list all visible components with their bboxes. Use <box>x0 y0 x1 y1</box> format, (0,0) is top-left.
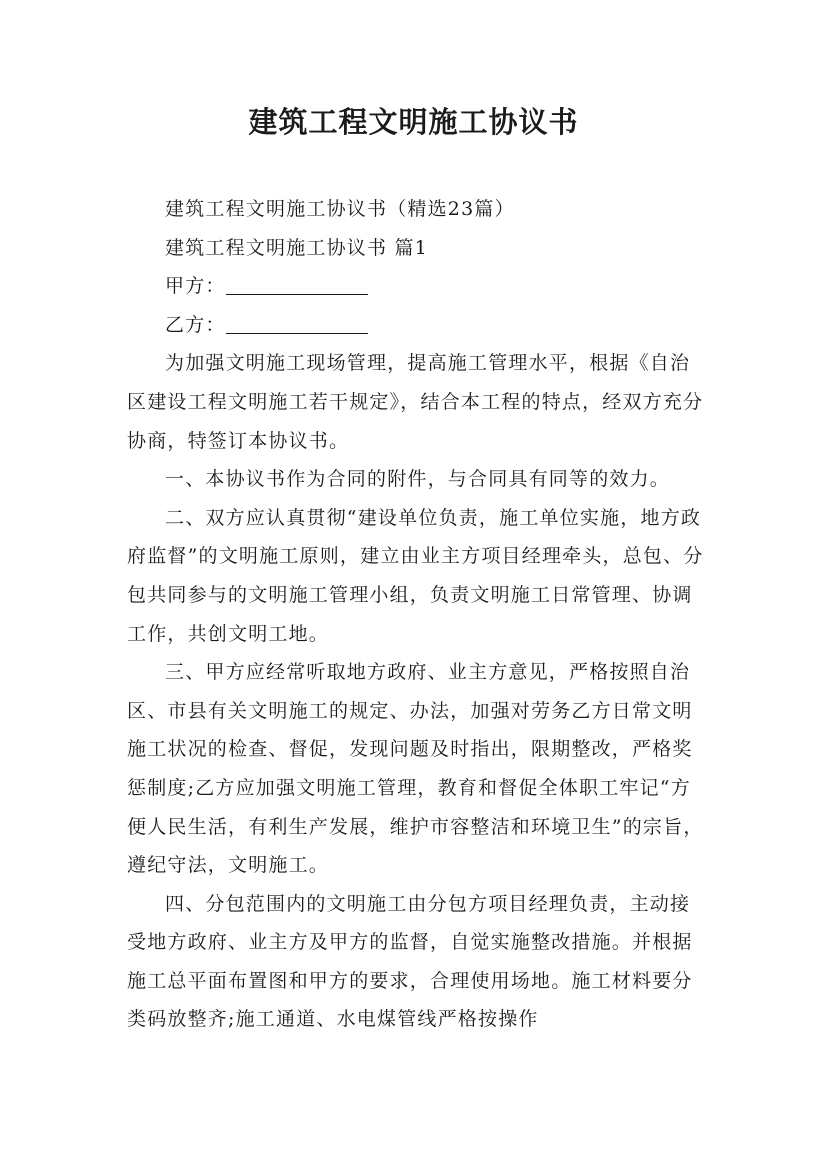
party-a-blank <box>226 272 368 295</box>
paragraph: 三、甲方应经常听取地方政府、业主方意见，严格按照自治区、市县有关文明施工的规定、办法，加强对劳务乙方日常文明施工状况的检查、督促，发现问题及时指出，限期整改，严格奖惩制度;乙方应加强文明施工管理，教育和督促全体职工牢记“方便人民生活，有利生产发展，维护市容整洁和环境卫生”的宗旨，遵纪守法，文明施工。 <box>127 661 704 877</box>
document-subtitle: 建筑工程文明施工协议书（精选23篇） <box>165 198 515 220</box>
document-title: 建筑工程文明施工协议书 <box>248 105 579 139</box>
paragraph: 二、双方应认真贯彻“建设单位负责，施工单位实施，地方政府监督”的文明施工原则，建立由业主方项目经理牵头，总包、分包共同参与的文明施工管理小组，负责文明施工日常管理、协调工作，共创文明工地。 <box>127 506 704 645</box>
party-b-label: 乙方： <box>165 313 226 336</box>
paragraph: 为加强文明施工现场管理，提高施工管理水平，根据《自治区建设工程文明施工若干规定》，结合本工程的特点，经双方充分协商，特签订本协议书。 <box>127 352 704 452</box>
party-b-blank <box>226 311 368 334</box>
paragraph: 一、本协议书作为合同的附件，与合同具有同等的效力。 <box>165 468 671 491</box>
section-heading: 建筑工程文明施工协议书 篇1 <box>165 236 428 259</box>
party-a-label: 甲方： <box>165 275 226 298</box>
party-a-line <box>127 267 707 306</box>
document-body <box>127 190 707 1039</box>
party-b-line <box>127 306 707 345</box>
paragraph: 四、分包范围内的文明施工由分包方项目经理负责，主动接受地方政府、业主方及甲方的监督，自觉实施整改措施。并根据施工总平面布置图和甲方的要求，合理使用场地。施工材料要分类码放整齐;施工通道、水电煤管线严格按操作 <box>127 892 693 1031</box>
